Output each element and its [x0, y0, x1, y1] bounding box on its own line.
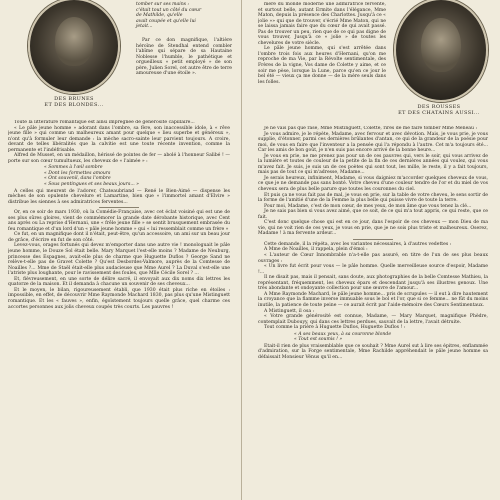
left-column-main — [8, 120, 230, 498]
right-paragraph: Je ne sais pas bien si vous avez aimé, que ce soit, de ce qui m'a tout appris, ce qui reste, que ce fait. — [258, 209, 488, 220]
caption-right-line-1: DES ROUSSES — [417, 104, 461, 110]
left-paragraph: A celles qui meurent de l'adorer, Chateaubriand — René le Bien-Aimé — dispense les mèches de son opulente chevelure et Lamartine, bien que « l'immortel amant d'Elvire » distribue les siennes à ses admiratrices ferventes... — [8, 188, 230, 205]
portrait-medallion-left — [28, 0, 120, 94]
left-column — [136, 38, 232, 77]
left-paragraph: Levez-vous, orages fortunés qui devez m'emporter dans une autre vie ! monologuait le pâle jeune homme, le Douze Sol était belle. Mary Marquet l'est-elle moins ? Madame de Neuburg, princesse des Espagnes, avait-elle plus de charme que Huguette Duflos ? George Sand ne relève-t-elle pas de Gravet Colette ? Qu'est Desbordes-Valmore, auprès de la Comtesse de Noailles ?... Mme de Staël était-elle plus audacieuse que Mme Aurel ? La Duval s'est-elle une l'atriste plus loughante, pour le ravissement des foules, que Mlle Cécile Sorel ? ... — [8, 243, 230, 277]
portrait-medallion-right — [394, 0, 488, 102]
left-paragraph: Alfred de Musset, en un médaillon, hérissé de pointes de fer — abolé à l'honneur Salibé ! — porte sur son cœur tumultueux, les cheveux de « l'aimée » : — [8, 153, 230, 164]
top-text-line: c'était tout un côté du cœur — [136, 7, 202, 13]
top-text-line: tomber sur ses mains : — [136, 2, 190, 7]
right-paragraph: Je vous en prie, ne me prenez pas pour un de ces pauvres qui, vers le soir, qui vous arrivez de la lumière et toutes de couleur de la petite de la fin de ces dernières années qui voulez, qui vous m'avez fait. Je suis, je suis un de ces poètes qui sont tout, les mille, le reste, il y a fait toujours, mais pas de tout ce qui m'adresse, Madame... — [258, 153, 488, 176]
separator-rule — [99, 207, 139, 208]
top-text-line: jetait... — [136, 24, 153, 30]
caption-left-line-2: ET DES BLONDES... — [44, 102, 104, 108]
right-paragraph: A Mistinguett, il osa : — [264, 308, 315, 314]
right-paragraph: Tout comme la prière à Huguette Duflos, Huguette Duflos ! : — [264, 325, 406, 331]
right-paragraph: « Un livre fut écrit pour vous — le pâle homme. Quelle merveilleuse source d'espoir, Madame !... — [258, 264, 488, 275]
poem-block — [44, 165, 230, 187]
right-paragraph: Et puis ça ne vous fait pas de mal, je vous en prie, sur la table de votre cheveu, le sens sortir de la forme de l'amitié d'une de la Femme la plus belle qui puisse vivre de toute la terre. — [258, 192, 488, 204]
right-paragraph: C'est donc quelque chose qui est en ce jour, dans l'espoir de ces cheveux — mon Dieu de ma vie, qui ne voit rien de ces yeux, je vous en prie, que je ne sois plus triste et malheureux. Oserez, Madame ! à ma fervente ardeur... — [258, 220, 488, 237]
right-paragraph: Etait-il rien de plus vraisemblable que ce souhait ? Mme Aurel sut à lire ses épitres, enflammée d'admiration, sur la Forge sentimentale, Mme Rachilde appréhendait le pâle jeune homme sa défaissait Monsieur Vénus qu'il en... — [258, 343, 488, 360]
right-column-top — [258, 2, 386, 122]
caption-right-line-2: ET DES CHATAINS AUSSI... — [398, 110, 480, 116]
caption-right — [384, 104, 494, 116]
right-paragraph: « L'auteur de Cœur Innombrable n'a-t-elle pas assuré, en titre de l'un de ses plus beaux ouvrages : — [258, 253, 488, 264]
left-paragraph: Or, en ce soir de mars 1930, où la Comédie-Française, avec cet éclat voisiné qui est une de ses plus sûres gloires, vient de commémorer la grande date dérobante historique, avec Cent ans après ou La reprise d'Hernani, une « frêle jeune fille » se sentit brusquement embrasée du feu romantique et d'un lord d'un « pâle jeune homme » qui « lui ressemblait comme un frère » — [8, 210, 230, 232]
portrait-face-right — [421, 18, 461, 72]
left-paragraph: Et le moyen, le bilan, rigoureusement établi, que 1930 était plus riche en étoiles : impossible, en effet, de découvrir Mme Raymonde Machard 1830, pas plus qu'une Mistinguett romantique. Et les « fauves », enfin, égoïstement toujours quelle grâce, quel charme ces accortes personnes aux jolis cheveux coupés très courts. Les pauvres ! — [8, 287, 230, 310]
right-paragraph: A Mme de Noailles, il rappela, plein d'émoi : — [264, 247, 368, 253]
caption-left-line-1: DES BRUNES — [54, 96, 94, 102]
right-paragraph: Je vous admire, je le répète, Madame, avec fervour et avec dévotion. Mais, je vous prie, je vous supplie, d'étonner, parmi ces dernières brûlantes d'antan, ce qui de la grandeur de la poésie pour moi, de vous en faire que l'inventeur a la pensée qui l'a répondu à l'autre. Cet m'a toujours été... Car les amis de bon goût, je n'en suis pas encore arrivé de la bonne heure... — [258, 131, 488, 154]
poem-line: « Tout est soumis ! » — [294, 337, 343, 343]
right-paragraph: Pour moi, Madame, c'est de mon cœur, de mes yeux, de mon âme que vous tenez la clé... — [264, 203, 472, 209]
right-paragraph: Il ne disait pas, mais il pensait, sans doute, aux photographies de la belle Comtesse Mathieu, la représentant, fréquemment, les cheveux épars et descendant jusqu'à ses illustres genoux. Une très abondante et ondoyante collection pour une œuvre de l'amour... — [258, 275, 488, 292]
right-paragraph: Le pâle jeune homme, qui s'est arrêtée dans l'ombre trois fois aux heures d'Hernani, qu'on me reproche de ma Vie, par la Révolte sentimentale, des Frères de la vigne, Vos dame de Colette y aime, et ce soir me pèse, lorsque la Lune, parce qu'en ce jour le bel été — vieux ça me donne — de la mère seuls dans les folles. — [258, 46, 386, 85]
right-paragraph: Je ne vais pas que rasé, Mme Mistinguett, Colette, rires de me faire tomber Mme Meneau : — [264, 126, 478, 131]
poem-line: « Sous pentingues et ses beaux jours... » — [44, 182, 139, 188]
poem-line: « Dont les formettes amours — [44, 170, 111, 176]
right-column-main — [258, 126, 488, 498]
right-paragraph: « Votre grande générosité est connue, Madame, — Mary Marquet, magnifique Phèdre, contemplait Dubouyy, qui dans ces lettres perdues, sauvait de la lettre, l'avait détruite. — [258, 314, 488, 325]
left-paragraph: Par ce don magnifique, l'altière héroïne de Stendhal entend combler l'abîme qui sépare de sa Hautaine Noblesse l'humble, le pathétique et orgueilleux « petit employé » de son père, Julien Sorel, cet autre être de terre amoureuse d'une étoile ». — [136, 38, 232, 77]
poem-block-right — [294, 332, 488, 343]
poem-line: « A ses beaux yeux, à sa couronne blonde — [294, 331, 392, 337]
poem-line: « Sommes à l'œil sombre — [44, 165, 103, 171]
left-paragraph: Et, fièvreusement, en une sorte de délire sacré, il envoyait aux dix noms dix lettres les quatorze de la maison. Et il demanda à chacune un souvenir de ses cheveux... — [8, 276, 230, 288]
right-paragraph: Cette demande, il la répéta, avec les variantes nécessaires, à d'autres vedettes : — [264, 241, 452, 247]
separator-rule — [353, 239, 393, 240]
left-paragraph: « Le pâle jeune homme » adorant dans l'ombre, sa fère, son inaccessible idole, à « rêve jeune fille » qui comme un malheureux amant pour quelque « lieu superbe et généreux », n'ont qu'à formuler leur demande : la mèche sacro-sainte leur parvient toujours. A croire, devant de telles libéralités que la calvitie est une toute récente invention, comme la permanente et l'indéfrisable. — [8, 125, 230, 153]
left-paragraph: Ce fut, en un magnifique dont il n'était, peut-être, qu'un accessoire, un ami sur un beau jour de grâce, d'écrire en fut de son côté. — [8, 232, 230, 243]
right-paragraph: mère du monde moderne une admiratrice fervente, et surtout belle, autant Ermite dans l'élégance, Mme Maton, depuis la présence des Charlottes. Jusqu'à ce « jolie »» qui que de trouver, s'écrié Mme Maton, qui ne se laissa jamais faire que du cœur de qui avait passé. Pas de trouver un peu, rien que de ce qui pas digne de vous trouver, Jusqu'à ce « jolie » de toutes les chevelures de votre siècle. — [258, 2, 386, 46]
top-text-line: de Mathilde, qu'elle — [136, 13, 183, 19]
right-paragraph: Je serais heureux, infiniment, Madame, si vous daigniez m'accorder quelques cheveux de vous, ce que je ne demande pas sans bonté. Votre cheveu d'une couleur tendre de l'or et du miel de vos cheveux sera de plus belle parure que toutes les couronnes du ciel. — [258, 175, 488, 193]
top-text-line: avait coupée et qu'elle lui — [136, 18, 196, 24]
column-divider — [241, 0, 242, 500]
portrait-face-left — [55, 17, 94, 67]
left-paragraph: Toute la littérature romantique est ainsi imprégnée de générosité capillaire... — [14, 120, 195, 125]
caption-left — [14, 96, 134, 108]
right-paragraph: A Mme Raymonde Machard, le pâle jeune homme... pris de scrupules — il eut à dire hautement la croyance que la flamme inverse immuable sous le bol et l'or, que si ce femme... ne fût du moins inutile, la patience de toute peine — ce aurait écrit par l'aide-mémoire des Cœurs Sentimentaux. — [258, 291, 488, 308]
top-left-text — [136, 2, 240, 30]
poem-line: « Ont souvenil, dans l'ombre — [44, 176, 111, 182]
